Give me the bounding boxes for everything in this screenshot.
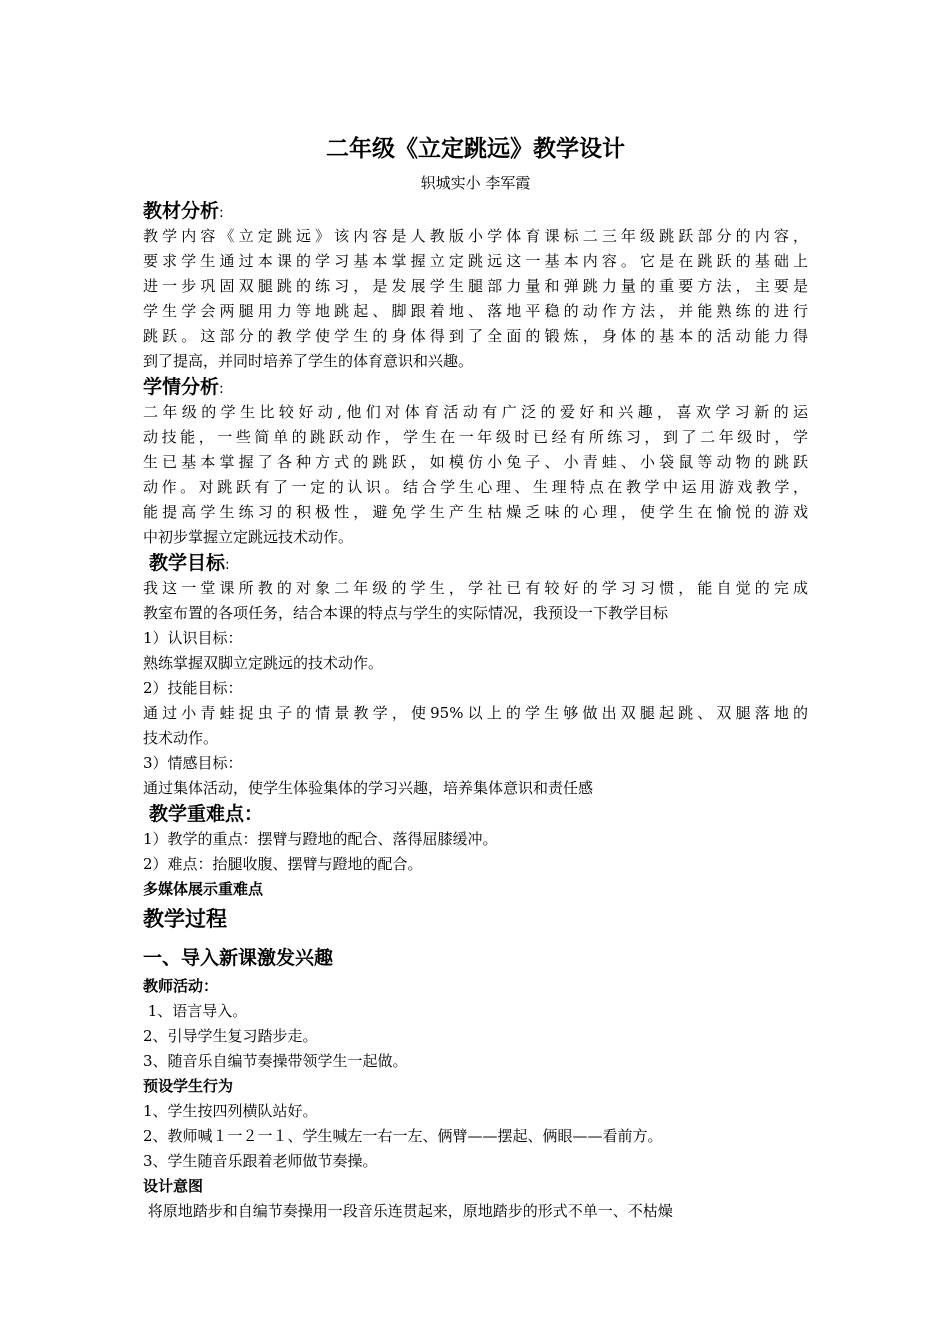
- list-item: 1、语言导入。: [143, 1002, 248, 1020]
- heading-text: 教材分析: [143, 200, 220, 222]
- paragraph-line: 技术动作。: [143, 729, 219, 747]
- student-analysis-paragraph: [143, 400, 808, 550]
- section-heading-teaching-goals: [143, 550, 808, 576]
- heading-text: 教学目标: [149, 552, 226, 574]
- paragraph-line: 教室布置的各项任务，结合本课的特点与学生的实际情况，我预设一下教学目标: [143, 604, 669, 622]
- paragraph-line: 通过小青蛙捉虫子的情景教学，使95%以上的学生够做出双腿起跳、双腿落地的: [143, 704, 808, 722]
- goal-emotion-text: 通过集体活动，使学生体验集体的学习兴趣，培养集体意识和责任感: [143, 779, 594, 797]
- section-heading-teaching-process: 教学过程: [143, 907, 227, 931]
- heading-colon: :: [225, 557, 230, 573]
- difficulty-item: 2）难点：抬腿收腹、摆臂与蹬地的配合。: [143, 855, 423, 873]
- design-intent-text: 将原地踏步和自编节奏操用一段音乐连贯起来，原地踏步的形式不单一、不枯燥: [143, 1202, 673, 1220]
- paragraph-line: 进一步巩固双腿跳的练习，是发展学生腿部力量和弹跳力量的重要方法，主要是: [143, 277, 808, 295]
- goal-cognitive-text: 熟练掌握双脚立定跳远的技术动作。: [143, 654, 384, 672]
- goal-emotion-label: 3）情感目标：: [143, 754, 243, 772]
- section-heading-student-analysis: [143, 374, 808, 400]
- goal-skill-text: [143, 701, 808, 751]
- document-title: 二年级《立定跳远》教学设计: [326, 136, 625, 162]
- section-heading-key-points: 教学重难点：: [149, 803, 264, 825]
- paragraph-line: 跳跃。这部分的教学使学生的身体得到了全面的锻炼，身体的基本的活动能力得: [143, 327, 808, 345]
- list-item: 2、引导学生复习踏步走。: [143, 1027, 318, 1045]
- material-analysis-paragraph: [143, 224, 808, 374]
- multimedia-note: 多媒体展示重难点: [143, 880, 264, 898]
- paragraph-line: 我这一堂课所教的对象二年级的学生，学社已有较好的学习习惯，能自觉的完成: [143, 579, 808, 597]
- teaching-goals-intro: [143, 576, 808, 626]
- author-line: 轵城实小 李军霞: [420, 174, 531, 192]
- list-item: 2、教师喊１一２一１、学生喊左一右一左、俩臂——摆起、俩眼——看前方。: [143, 1127, 663, 1145]
- heading-colon: :: [219, 205, 224, 221]
- key-point-item: 1）教学的重点：摆臂与蹬地的配合、落得屈膝缓冲。: [143, 830, 498, 848]
- list-item: 1、学生按四列横队站好。: [143, 1102, 318, 1120]
- paragraph-line: 动技能，一些简单的跳跃动作，学生在一年级时已经有所练习，到了二年级时，学: [143, 428, 808, 446]
- goal-skill-label: 2）技能目标：: [143, 679, 243, 697]
- paragraph-line: 学生学会两腿用力等地跳起、脚跟着地、落地平稳的动作方法，并能熟练的进行: [143, 302, 808, 320]
- paragraph-line: 到了提高，并同时培养了学生的体育意识和兴趣。: [143, 352, 474, 370]
- paragraph-line: 要求学生通过本课的学习基本掌握立定跳远这一基本内容。它是在跳跃的基础上: [143, 252, 808, 270]
- document-body: [143, 130, 808, 1224]
- paragraph-line: 生已基本掌握了各种方式的跳跃，如模仿小兔子、小青蛙、小袋鼠等动物的跳跃: [143, 453, 808, 471]
- paragraph-line: 能提高学生练习的积极性，避免学生产生枯燥乏味的心理，使学生在愉悦的游戏: [143, 503, 808, 521]
- part-one-heading: 一、导入新课激发兴趣: [143, 947, 334, 969]
- heading-text: 学情分析: [143, 376, 220, 398]
- heading-colon: :: [219, 381, 224, 397]
- teacher-activity-heading: 教师活动：: [143, 977, 219, 995]
- goal-cognitive-label: 1）认识目标：: [143, 629, 243, 647]
- list-item: 3、随音乐自编节奏操带领学生一起做。: [143, 1052, 408, 1070]
- list-item: 3、学生随音乐跟着老师做节奏操。: [143, 1152, 378, 1170]
- paragraph-line: 教学内容《立定跳远》该内容是人教版小学体育课标二三年级跳跃部分的内容，: [143, 227, 808, 245]
- student-behavior-heading: 预设学生行为: [143, 1077, 234, 1095]
- section-heading-material-analysis: [143, 198, 808, 224]
- paragraph-line: 中初步掌握立定跳远技术动作。: [143, 528, 354, 546]
- design-intent-heading: 设计意图: [143, 1177, 204, 1195]
- paragraph-line: 二年级的学生比较好动,他们对体育活动有广泛的爱好和兴趣，喜欢学习新的运: [143, 403, 808, 421]
- paragraph-line: 动作。对跳跃有了一定的认识。结合学生心理、生理特点在教学中运用游戏教学，: [143, 478, 808, 496]
